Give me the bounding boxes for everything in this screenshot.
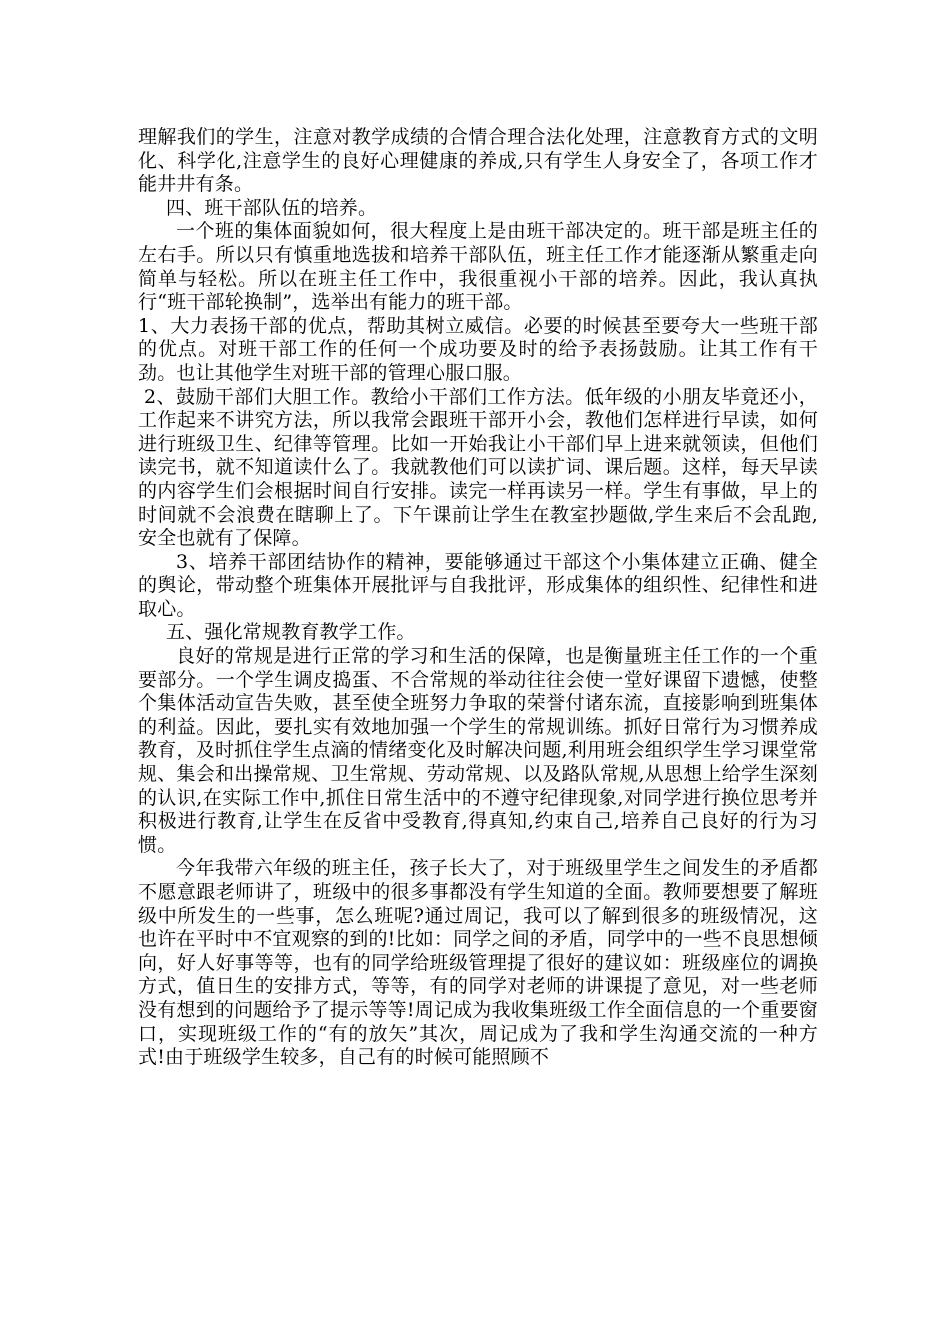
paragraph-class-leaders: 一个班的集体面貌如何，很大程度上是由班干部决定的。班干部是班主任的左右手。所以只有慎重地选拔和培养干部队伍，班主任工作才能逐渐从繁重走向简单与轻松。所以在班主任工作中，我很重视小干部的培养。因此，我认真执行“班干部轮换制”，选举出有能力的班干部。 <box>138 220 818 314</box>
paragraph-routine: 良好的常规是进行正常的学习和生活的保障，也是衡量班主任工作的一个重要部分。一个学生调皮捣蛋、不合常规的举动往往会使一堂好课留下遗憾，使整个集体活动宣告失败，甚至使全班努力争取的荣誉付诸东流，直接影响到班集体的利益。因此，要扎实有效地加强一个学生的常规训练。抓好日常行为习惯养成教育，及时抓住学生点滴的情绪变化及时解决问题,利用班会组织学生学习课堂常规、集会和出操常规、卫生常规、劳动常规、以及路队常规,从思想上给学生深刻的认识,在实际工作中,抓住日常生活中的不遵守纪律现象,对同学进行换位思考并积极进行教育,让学生在反省中受教育,得真知,约束自己,培养自己良好的行为习惯。 <box>138 645 818 856</box>
list-item-2: 2、鼓励干部们大胆工作。教给小干部们工作方法。低年级的小朋友毕竟还小，工作起来不讲究方法，所以我常会跟班干部开小会，教他们怎样进行早读，如何进行班级卫生、纪律等管理。比如一开始我让小干部们早上进来就领读，但他们读完书，就不知道读什么了。我就教他们可以读扩词、课后题。这样，每天早读的内容学生们会根据时间自行安排。读完一样再读另一样。学生有事做，早上的时间就不会浪费在瞎聊上了。下午课前让学生在教室抄题做,学生来后不会乱跑,安全也就有了保障。 <box>138 385 818 550</box>
paragraph-intro: 理解我们的学生，注意对教学成绩的合情合理合法化处理，注意教育方式的文明化、科学化,注意学生的良好心理健康的养成,只有学生人身安全了，各项工作才能井井有条。 <box>138 126 818 196</box>
paragraph-weekly-journal: 今年我带六年级的班主任，孩子长大了，对于班级里学生之间发生的矛盾都不愿意跟老师讲了，班级中的很多事都没有学生知道的全面。教师要想要了解班级中所发生的一些事，怎么班呢?通过周记，我可以了解到很多的班级情况，这也许在平时中不宜观察的到的!比如：同学之间的矛盾，同学中的一些不良思想倾向，好人好事等等，也有的同学给班级管理提了很好的建议如：班级座位的调换方式，值日生的安排方式，等等，有的同学对老师的讲课提了意见，对一些老师没有想到的问题给予了提示等等!周记成为我收集班级工作全面信息的一个重要窗口，实现班级工作的“有的放矢”其次，周记成为了我和学生沟通交流的一种方式!由于班级学生较多，自己有的时候可能照顾不 <box>138 857 818 1069</box>
heading-section-five: 五、强化常规教育教学工作。 <box>166 621 416 644</box>
list-item-1: 1、大力表扬干部的优点，帮助其树立威信。必要的时候甚至要夸大一些班干部的优点。对班干部工作的任何一个成功要及时的给予表扬鼓励。让其工作有干劲。也让其他学生对班干部的管理心服口服。 <box>138 314 818 384</box>
heading-section-four: 四、班干部队伍的培养。 <box>166 196 378 219</box>
document-body <box>138 126 818 1070</box>
list-item-3: 3、培养干部团结协作的精神，要能够通过干部这个小集体建立正确、健全的舆论，带动整个班集体开展批评与自我批评，形成集体的组织性、纪律性和进取心。 <box>138 550 818 620</box>
